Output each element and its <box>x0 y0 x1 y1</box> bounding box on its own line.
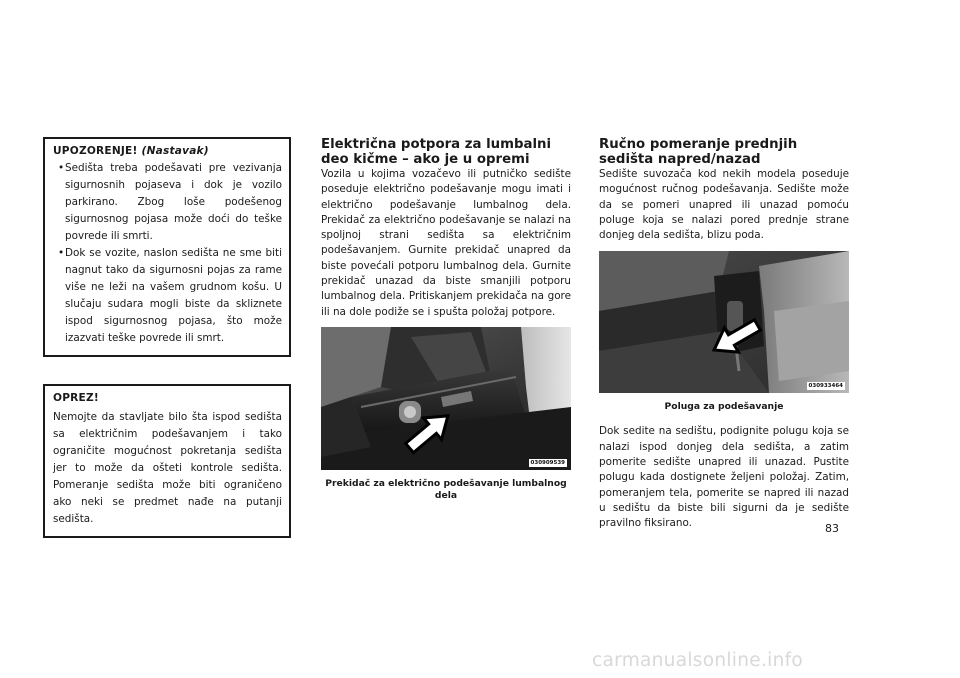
left-column <box>43 137 291 538</box>
manual-text: Sedište suvozača kod nekih modela poseduje mogućnost ručnog podešavanja. Sedište može da se pomeri unapred ili unazad pomoću poluge koja se nalazi pored prednje strane donjeg dela sedišta, blizu poda. <box>599 168 849 242</box>
manual-text-2: Dok sedite na sedištu, podignite polugu koja se nalazi ispod donjeg dela sedišta, a zatim pomerite sedište unapred ili unazad. Pustite polugu kada dostignete željeni položaj. Zatim, pomeranjem tela, pomerite se napred ili nazad u sedištu da biste bili sigurni da je sedište pravilno fiksirano. <box>599 425 849 530</box>
middle-column <box>321 137 571 502</box>
warning-bullet <box>53 160 282 245</box>
manual-heading: Ručno pomeranje prednjih sedišta napred/nazad <box>599 137 798 167</box>
adjustment-lever-photo <box>599 251 849 393</box>
lumbar-text: Vozila u kojima vozačevo ili putničko sedište poseduje električno podešavanje mogu imati i električno podešavanje lumbalnog dela. Prekidač za električno podešavanje se nalazi na spoljnoj strani sedišta sa električnim podešavanjem. Gurnite prekidač unapred da biste povećali potporu lumbalnog dela. Gurnite prekidač unazad da biste smanjili potporu lumbalnog dela. Pritiskanjem prekidača na gore ili na dole podiže se i spušta položaj potpore. <box>321 168 571 318</box>
adjustment-lever-illustration <box>599 251 849 393</box>
lumbar-image-code: 030909539 <box>530 459 565 466</box>
warning-bullet <box>53 245 282 347</box>
caution-box <box>43 384 291 538</box>
warning-title: UPOZORENJE! <box>53 145 138 157</box>
watermark: carmanualsonline.info <box>592 650 804 671</box>
bullet-icon: • <box>58 162 65 174</box>
lumbar-switch-photo <box>321 327 571 470</box>
lever-caption: Poluga za podešavanje <box>664 401 784 413</box>
lumbar-switch-illustration <box>321 327 571 470</box>
lever-image-code: 030933464 <box>808 383 843 390</box>
page-number: 83 <box>825 522 839 535</box>
warning-title-line <box>53 143 282 160</box>
warning-bullet-text: Sedišta treba podešavati pre vezivanja sigurnosnih pojaseva i dok je vozilo parkirano. Zbog loše podešenog sigurnosnog pojasa može doći do teške povrede ili smrti. <box>65 162 282 242</box>
lumbar-caption: Prekidač za električno podešavanje lumbalnog dela <box>325 477 567 501</box>
caution-title: OPREZ! <box>53 392 99 404</box>
warning-bullet-text: Dok se vozite, naslon sedišta ne sme biti nagnut tako da sigurnosni pojas za rame više ne leži na vašem grudnom košu. U slučaju sudara mogli biste da skliznete ispod sigurnosnog pojasa, što može izazvati teške povrede ili smrt. <box>65 247 282 344</box>
caution-text: Nemojte da stavljate bilo šta ispod sedišta sa električnim podešavanjem i tako ograničite mogućnost pokretanja sedišta jer to može da ošteti kontrole sedišta. Pomeranje sedišta može biti ograničeno ako neki se predmet nađe na putanji sedišta. <box>53 411 282 525</box>
lumbar-heading: Električna potpora za lumbalni deo kičme – ako je u opremi <box>321 137 552 167</box>
warning-subtitle: (Nastavak) <box>141 145 209 157</box>
right-column <box>599 137 849 532</box>
warning-box <box>43 137 291 357</box>
bullet-icon: • <box>58 247 65 259</box>
